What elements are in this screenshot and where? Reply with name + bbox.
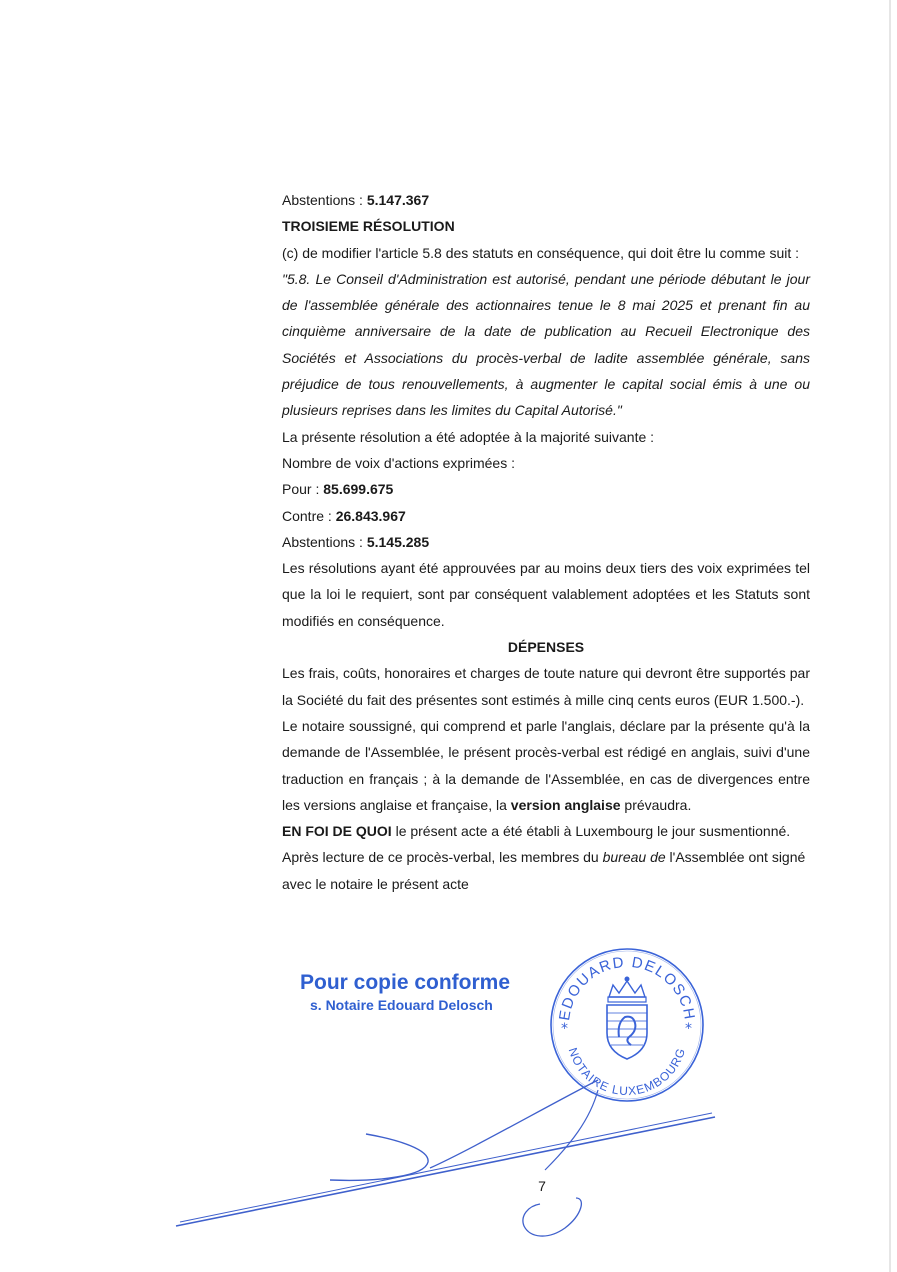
abstentions-line-1 [282,187,810,213]
abstentions-label: Abstentions : [282,192,367,208]
svg-text:*: * [561,1021,568,1037]
notaire-bold: version anglaise [510,796,621,813]
pour-value: 85.699.675 [323,481,394,498]
certification-stamp [300,970,510,1014]
en-foi-bold: EN FOI DE QUOI [282,823,392,840]
votes-intro: Nombre de voix d'actions exprimées : [282,454,515,471]
page-edge [889,0,891,1272]
depenses-heading: DÉPENSES [507,639,585,656]
abstentions-value: 5.147.367 [366,192,430,208]
en-foi-line [282,818,810,844]
notaire-text: Le notaire soussigné, qui comprend et parle l'anglais, déclare par la présente qu'à la demande de l'Assemblée, le présent procès-verbal est rédigé en anglais, suivi d'une traduction en français ; à la demande de l'Assemblée, en cas de divergences entre les versions anglaise et française, la [282,717,810,813]
lecture-text: Après lecture de ce procès-verbal, les membres du [282,849,603,866]
certification-title: Pour copie conforme [300,971,511,994]
approved-paragraph: Les résolutions ayant été approuvées par au moins deux tiers des voix exprimées tel que la loi le requiert, sont par conséquent valablement adoptées et les Statuts sont modifiés en conséquence. [282,560,810,629]
contre-line [282,503,810,529]
resolution-heading: TROISIEME RÉSOLUTION [282,218,455,235]
contre-label: Contre : [282,507,336,524]
notary-seal-icon [547,945,707,1105]
depenses-paragraph: Les frais, coûts, honoraires et charges de toute nature qui devront être supportés par la Société du fait des présentes sont estimés à mille cinq cents euros (EUR 1.500.-). [282,665,810,708]
certification-subtitle: s. Notaire Edouard Delosch [310,997,493,1013]
abstentions-value: 5.145.285 [366,533,430,550]
lecture-paragraph [282,844,810,897]
lecture-text-end: l'Assemblée ont signé avec le notaire le présent acte [282,849,806,892]
seal-top-text: EDOUARD DELOSCH [556,953,699,1022]
svg-text:EDOUARD DELOSCH [556,954,698,1022]
abstentions-label: Abstentions : [282,533,367,550]
notaire-text-end: prévaudra. [620,796,692,813]
notaire-paragraph [282,713,810,818]
abstentions-line-2 [282,529,810,555]
pour-label: Pour : [282,481,324,498]
svg-text:NOTAIRE LUXEMBOURG [566,1046,689,1098]
en-foi-text: le présent acte a été établi à Luxembourg le jour susmentionné. [391,823,791,840]
lecture-italic: bureau de [602,849,666,866]
svg-text:*: * [685,1021,692,1037]
document-body [282,187,810,897]
contre-value: 26.843.967 [335,507,406,524]
article-quote: "5.8. Le Conseil d'Administration est autorisé, pendant une période débutant le jour de l'assemblée générale des actionnaires tenue le 8 mai 2025 et prenant fin au cinquième anniversaire de la date de publication au Recueil Electronique des Sociétés et Associations du procès-verbal de ladite assemblée générale, sans préjudice de tous renouvellements, à augmenter le capital social émis à une ou plusieurs reprises dans les limites du Capital Autorisé." [282,270,810,419]
adopted-line: La présente résolution a été adoptée à la majorité suivante : [282,428,655,445]
intro-paragraph: (c) de modifier l'article 5.8 des statuts en conséquence, qui doit être lu comme suit : [282,244,800,261]
seal-bottom-text: NOTAIRE LUXEMBOURG [565,1045,689,1099]
page-number: 7 [538,1178,546,1194]
pour-line [282,476,810,502]
